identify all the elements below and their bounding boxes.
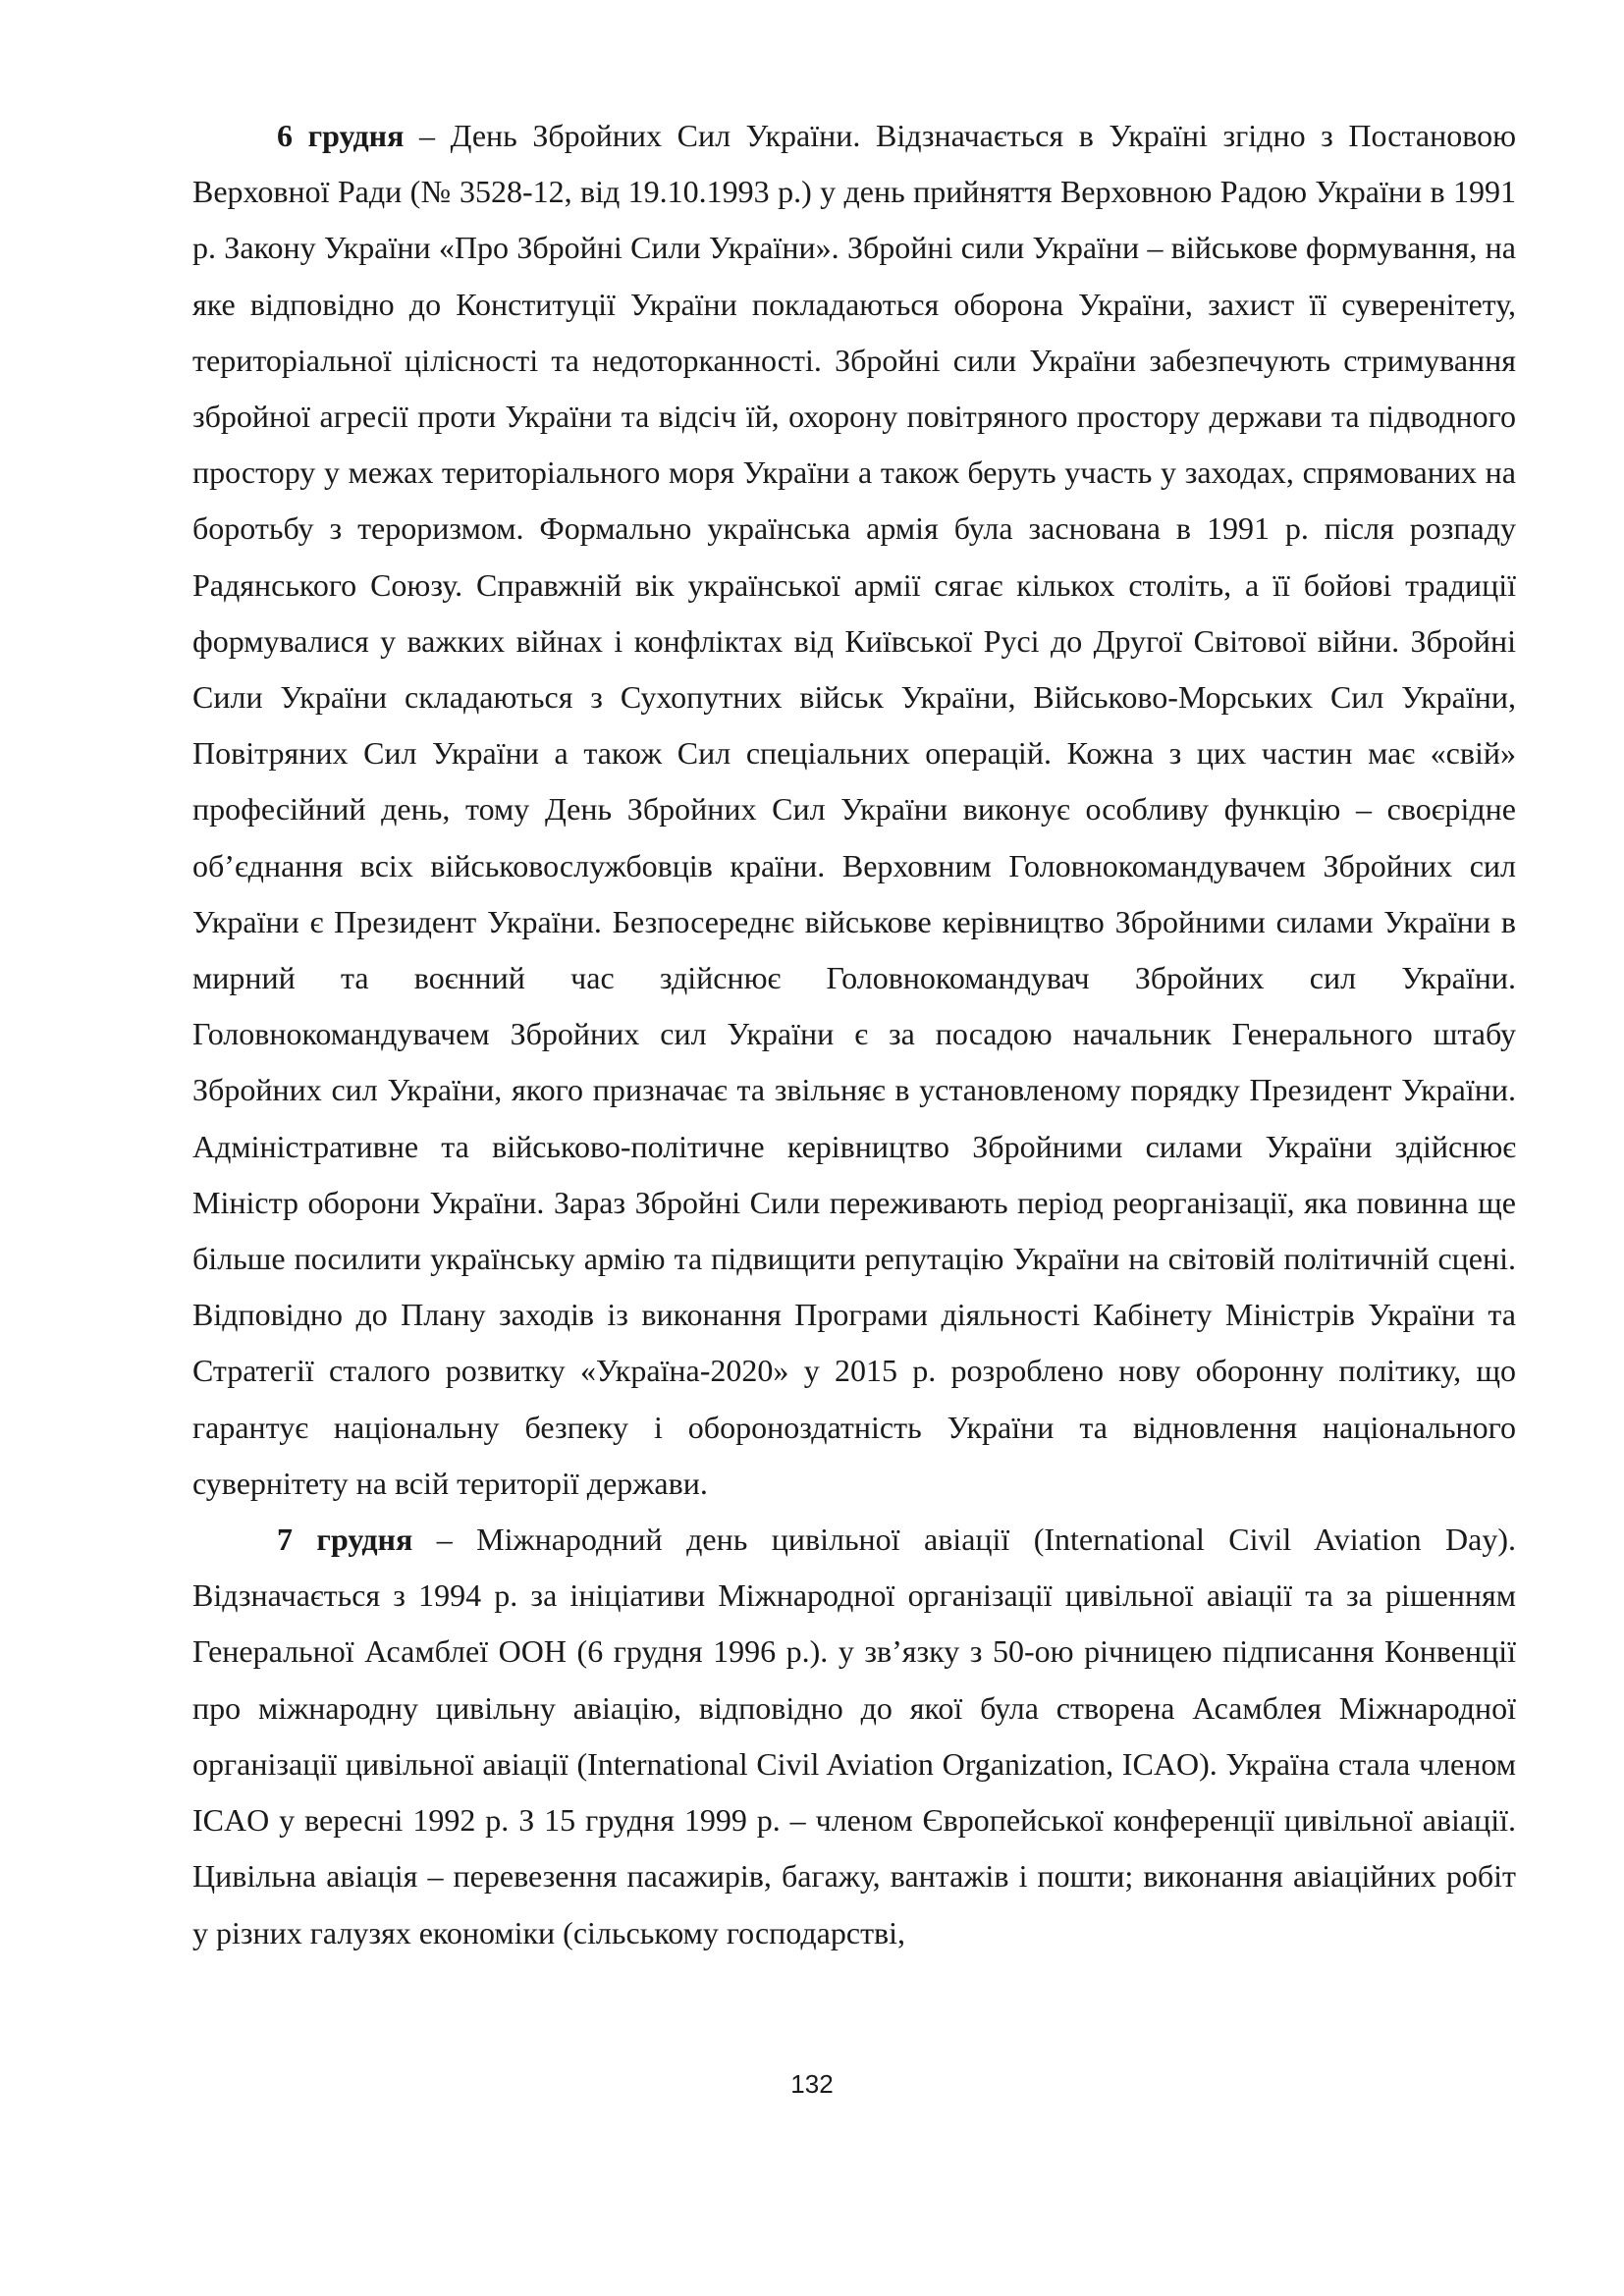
page-number: 132: [790, 2069, 834, 2099]
paragraph-lead-date: 6 грудня: [277, 118, 405, 153]
paragraph-body-text: – День Збройних Сил України. Відзначається в Україні згідно з Постановою Верховної Ради (№ 3528-12, від 19.10.1993 р.) у день прийняття Верховною Радою України в 1991 р. Закону України «Про Збройні Сили України». Збройні сили України – військове формування, на яке відповідно до Конституції України покладаються оборона України, захист її суверенітету, територіальної цілісності та недоторканності. Збройні сили України забезпечують стримування збройної агресії проти України та відсіч їй, охорону повітряного простору держави та підводного простору у межах територіального моря України а також беруть участь у заходах, спрямованих на боротьбу з тероризмом. Формально українська армія була заснована в 1991 р. після розпаду Радянського Союзу. Справжній вік української армії сягає кількох століть, а її бойові традиції формувалися у важких війнах і конфліктах від Київської Русі до Другої Світової війни. Збройні Сили України складаються з Сухопутних військ України, Військово-Морських Сил України, Повітряних Сил України а також Сил спеціальних операцій. Кожна з цих частин має «свій» професійний день, тому День Збройних Сил України виконує особливу функцію – своєрідне об’єднання всіх військовослужбовців країни. Верховним Головнокомандувачем Збройних сил України є Президент України. Безпосереднє військове керівництво Збройними силами України в мирний та воєнний час здійснює Головнокомандувач Збройних сил України. Головнокомандувачем Збройних сил України є за посадою начальник Генерального штабу Збройних сил України, якого призначає та звільняє в установленому порядку Президент України. Адміністративне та військово-політичне керівництво Збройними силами України здійснює Міністр оборони України. Зараз Збройні Сили переживають період реорганізації, яка повинна ще більше посилити українську армію та підвищити репутацію України на світовій політичній сцені. Відповідно до Плану заходів із виконання Програми діяльності Кабінету Міністрів України та Стратегії сталого розвитку «Україна-2020» у 2015 р. розроблено нову оборонну політику, що гарантує національну безпеку і обороноздатність України та відновлення національного сувернітету на всій території держави.: [192, 118, 1516, 1501]
paragraph-december-6: [192, 108, 1516, 1512]
document-body: [192, 108, 1516, 1961]
paragraph-body-text: – Міжнародний день цивільної авіації (International Civil Aviation Day). Відзначається з 1994 р. за ініціативи Міжнародної організації цивільної авіації та за рішенням Генеральної Асамблеї ООН (6 грудня 1996 р.). у зв’язку з 50-ою річницею підписання Конвенції про міжнародну цивільну авіацію, відповідно до якої була створена Асамблея Міжнародної організації цивільної авіації (International Civil Aviation Organization, ICAO). Україна стала членом ICAO у вересні 1992 р. З 15 грудня 1999 р. – членом Європейської конференції цивільної авіації. Цивільна авіація – перевезення пасажирів, багажу, вантажів і пошти; виконання авіаційних робіт у різних галузях економіки (сільському господарстві,: [192, 1522, 1517, 1950]
paragraph-december-7: [192, 1512, 1516, 1961]
paragraph-lead-date: 7 грудня: [277, 1522, 413, 1558]
